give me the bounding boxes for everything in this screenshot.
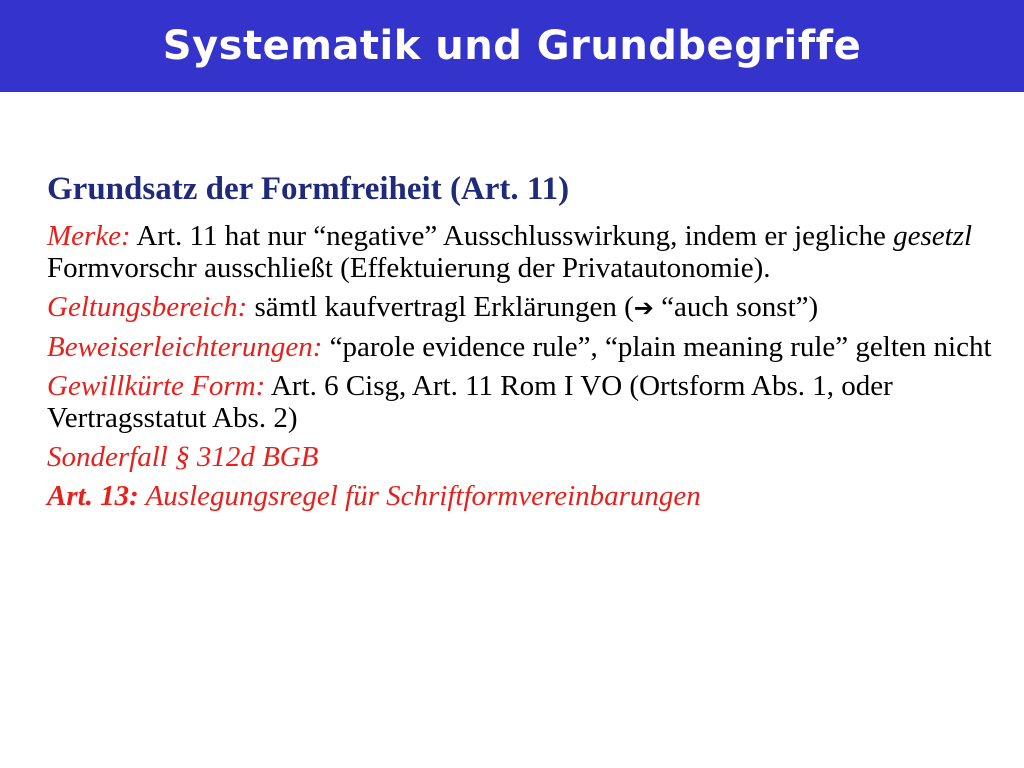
merke-text-a: Art. 11 hat nur “negative” Ausschlusswirkung, indem er jegliche xyxy=(130,219,894,252)
geltung-label: Geltungsbereich: xyxy=(47,290,248,323)
sonderfall-paragraph: Sonderfall § 312d BGB xyxy=(47,440,319,473)
geltung-text-a: sämtl kaufvertragl Erklärungen ( xyxy=(247,290,634,323)
slide-title: Systematik und Grundbegriffe xyxy=(162,23,862,69)
beweis-text: “parole evidence rule”, “plain meaning rule” gelten nicht xyxy=(322,330,992,363)
art13-label: Art. 13: xyxy=(47,479,139,512)
title-bar xyxy=(0,0,1024,92)
slide-content xyxy=(47,170,997,519)
section-heading: Grundsatz der Formfreiheit (Art. 11) xyxy=(47,171,570,207)
geltung-paragraph xyxy=(47,291,997,324)
beweis-label: Beweiserleichterungen: xyxy=(47,330,323,363)
arrow-right-icon: ➔ xyxy=(633,293,654,322)
beweis-paragraph xyxy=(47,331,997,363)
art13-text: Auslegungsregel für Schriftformvereinbarungen xyxy=(138,479,701,512)
geltung-text-b: “auch sonst”) xyxy=(653,290,819,323)
gewill-paragraph xyxy=(47,370,997,434)
merke-emphasis: gesetzl xyxy=(893,219,973,252)
merke-label: Merke: xyxy=(47,219,131,252)
art13-paragraph xyxy=(47,480,997,512)
gewill-text: Art. 6 Cisg, Art. 11 Rom I VO (Ortsform Abs. 1, oder Vertragsstatut Abs. 2) xyxy=(47,369,893,434)
gewill-label: Gewillkürte Form: xyxy=(47,369,266,402)
merke-text-b: Formvorschr ausschließt (Effektuierung der Privatautonomie). xyxy=(47,251,771,284)
merke-paragraph xyxy=(47,220,997,284)
